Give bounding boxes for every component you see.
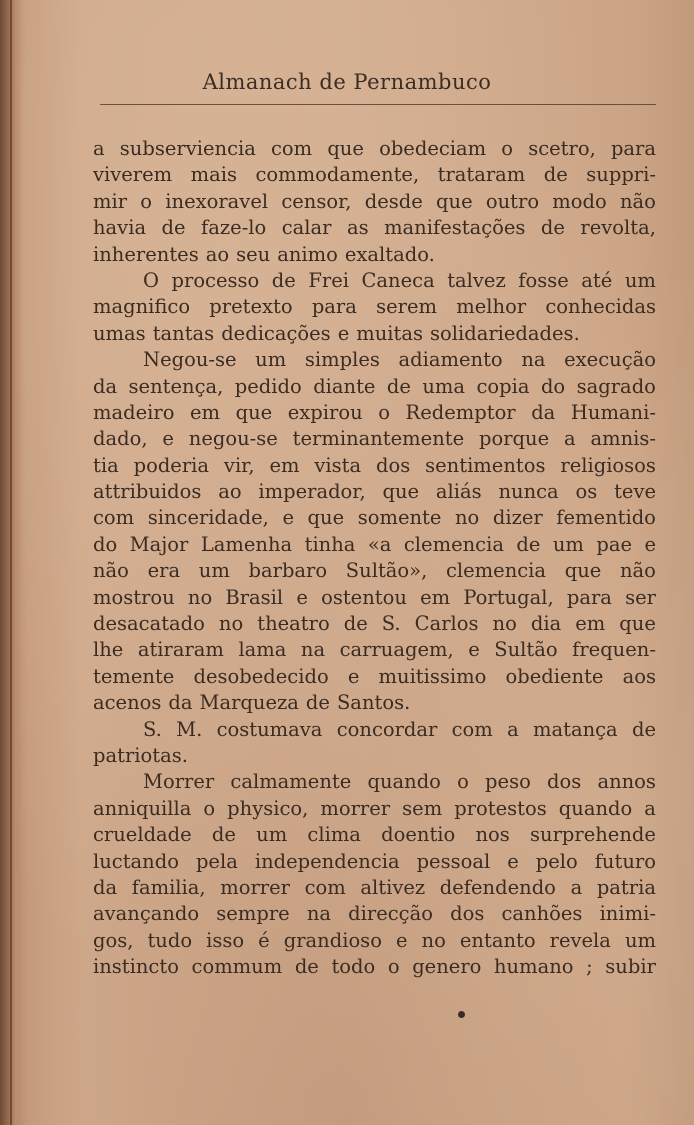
text-line: lhe atiraram lama na carruagem, e Sultão frequen- (93, 638, 656, 662)
text-line: havia de faze-lo calar as manifestações de revolta, (93, 216, 656, 240)
header-rule (100, 104, 656, 105)
text-line: a subserviencia com que obedeciam o scetro, para (93, 137, 656, 160)
text-line: crueldade de um clima doentio nos surprehende (93, 823, 656, 847)
body-text (93, 136, 656, 981)
text-line: com sinceridade, e que somente no dizer fementido (93, 506, 656, 530)
text-line: viverem mais commodamente, trataram de suppri- (93, 163, 656, 187)
text-line: mostrou no Brasil e ostentou em Portugal, para ser (93, 585, 656, 609)
text-line: instincto commum de todo o genero humano ; subir (93, 955, 656, 979)
text-line: temente desobedecido e muitissimo obediente aos (93, 664, 656, 688)
text-line: magnifico pretexto para serem melhor conhecidas (93, 295, 656, 319)
text-line: O processo de Frei Caneca talvez fosse até um (143, 268, 656, 292)
text-line: mir o inexoravel censor, desde que outro modo não (93, 189, 656, 213)
text-line: tia poderia vir, em vista dos sentimentos religiosos (93, 453, 656, 477)
text-line: umas tantas dedicações e muitas solidariedades. (93, 321, 580, 345)
running-header: Almanach de Pernambuco (202, 70, 492, 94)
text-line: Negou-se um simples adiamento na execução (143, 348, 656, 372)
text-line: do Major Lamenha tinha «a clemencia de um pae e (93, 532, 656, 556)
text-line: luctando pela independencia pessoal e pelo futuro (93, 849, 656, 873)
text-line: gos, tudo isso é grandioso e no entanto revela um (93, 928, 656, 952)
text-line: dado, e negou-se terminantemente porque a amnis- (93, 427, 656, 451)
text-line: inherentes ao seu animo exaltado. (93, 242, 435, 266)
text-line: attribuidos ao imperador, que aliás nunca os teve (93, 480, 656, 504)
text-line: não era um barbaro Sultão», clemencia que não (93, 559, 656, 583)
text-line: anniquilla o physico, morrer sem protestos quando a (93, 796, 656, 820)
text-line: Morrer calmamente quando o peso dos annos (143, 770, 656, 794)
text-line: da familia, morrer com altivez defendendo a patria (93, 875, 656, 899)
text-line: patriotas. (93, 743, 188, 767)
text-line: avançando sempre na direcção dos canhões inimi- (93, 902, 656, 926)
text-line: desacatado no theatro de S. Carlos no dia em que (93, 612, 656, 636)
text-line: da sentença, pedido diante de uma copia do sagrado (93, 374, 656, 398)
book-gutter-line (10, 0, 12, 1125)
text-line: madeiro em que expirou o Redemptor da Humani- (93, 400, 656, 424)
page-ornament-dot (458, 1011, 465, 1018)
text-line: S. M. costumava concordar com a matança de (143, 717, 656, 741)
text-line: acenos da Marqueza de Santos. (93, 691, 411, 715)
